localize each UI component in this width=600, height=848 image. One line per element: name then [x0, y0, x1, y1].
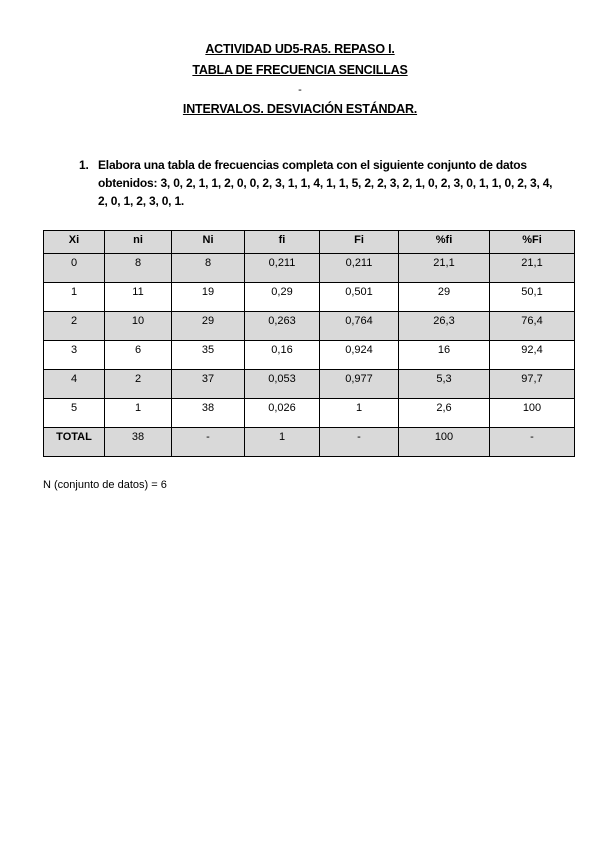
- cell: 0,263: [245, 312, 320, 341]
- cell: 100: [399, 428, 490, 457]
- cell: 0,924: [320, 341, 399, 370]
- cell: -: [172, 428, 245, 457]
- table-total-row: [44, 428, 575, 457]
- title-line-3: INTERVALOS. DESVIACIÓN ESTÁNDAR.: [182, 102, 418, 116]
- cell: 0: [44, 254, 105, 283]
- cell: 0,16: [245, 341, 320, 370]
- header-ni: ni: [105, 231, 172, 254]
- header-cum-ni: Ni: [172, 231, 245, 254]
- title-dash: -: [298, 84, 302, 96]
- cell: 3: [44, 341, 105, 370]
- cell: 5,3: [399, 370, 490, 399]
- cell: 35: [172, 341, 245, 370]
- cell: 10: [105, 312, 172, 341]
- cell: 100: [490, 399, 575, 428]
- cell: 6: [105, 341, 172, 370]
- table-row: [44, 370, 575, 399]
- cell: 38: [172, 399, 245, 428]
- cell: 8: [172, 254, 245, 283]
- cell: 29: [399, 283, 490, 312]
- cell: 1: [105, 399, 172, 428]
- cell: 5: [44, 399, 105, 428]
- cell: 0,026: [245, 399, 320, 428]
- cell: 76,4: [490, 312, 575, 341]
- table-row: [44, 312, 575, 341]
- cell: 50,1: [490, 283, 575, 312]
- table-row: [44, 283, 575, 312]
- cell: 8: [105, 254, 172, 283]
- cell: 1: [44, 283, 105, 312]
- header-pct-cum-fi: %Fi: [490, 231, 575, 254]
- title-line-1: ACTIVIDAD UD5-RA5. REPASO I.: [205, 42, 395, 56]
- cell: -: [490, 428, 575, 457]
- frequency-table: [43, 230, 575, 457]
- cell: 21,1: [490, 254, 575, 283]
- cell: 0,501: [320, 283, 399, 312]
- cell: 4: [44, 370, 105, 399]
- header-fi: fi: [245, 231, 320, 254]
- question-text: Elabora una tabla de frecuencias completa con el siguiente conjunto de datos obtenidos: 3, 0, 2, 1, 1, 2, 0, 0, 2, 3, 1, 1, 4, 1, 1, 5, 2, 2, 3, 2, 1, 0, 2, 3, 0, 1, 1, 0, 2, 3, 4, 2, 0, 1, 2, 3, 0, 1.: [98, 158, 553, 208]
- header-cum-fi: Fi: [320, 231, 399, 254]
- question-1: [79, 156, 559, 210]
- table-header-row: [44, 231, 575, 254]
- table-row: [44, 341, 575, 370]
- cell: 1: [320, 399, 399, 428]
- cell: 38: [105, 428, 172, 457]
- header-pct-fi: %fi: [399, 231, 490, 254]
- total-label: TOTAL: [44, 428, 105, 457]
- cell: 0,211: [320, 254, 399, 283]
- dataset-size-note: N (conjunto de datos) = 6: [43, 479, 167, 491]
- cell: 97,7: [490, 370, 575, 399]
- table-row: [44, 399, 575, 428]
- cell: 1: [245, 428, 320, 457]
- cell: 11: [105, 283, 172, 312]
- cell: 0,29: [245, 283, 320, 312]
- cell: 26,3: [399, 312, 490, 341]
- cell: 21,1: [399, 254, 490, 283]
- table-row: [44, 254, 575, 283]
- cell: 0,053: [245, 370, 320, 399]
- cell: 2,6: [399, 399, 490, 428]
- cell: 92,4: [490, 341, 575, 370]
- cell: 0,764: [320, 312, 399, 341]
- cell: 19: [172, 283, 245, 312]
- cell: 29: [172, 312, 245, 341]
- cell: 37: [172, 370, 245, 399]
- title-line-2: TABLA DE FRECUENCIA SENCILLAS: [192, 63, 408, 77]
- cell: 2: [105, 370, 172, 399]
- cell: 16: [399, 341, 490, 370]
- question-number: 1.: [79, 158, 89, 172]
- cell: 0,211: [245, 254, 320, 283]
- cell: -: [320, 428, 399, 457]
- cell: 0,977: [320, 370, 399, 399]
- header-xi: Xi: [44, 231, 105, 254]
- cell: 2: [44, 312, 105, 341]
